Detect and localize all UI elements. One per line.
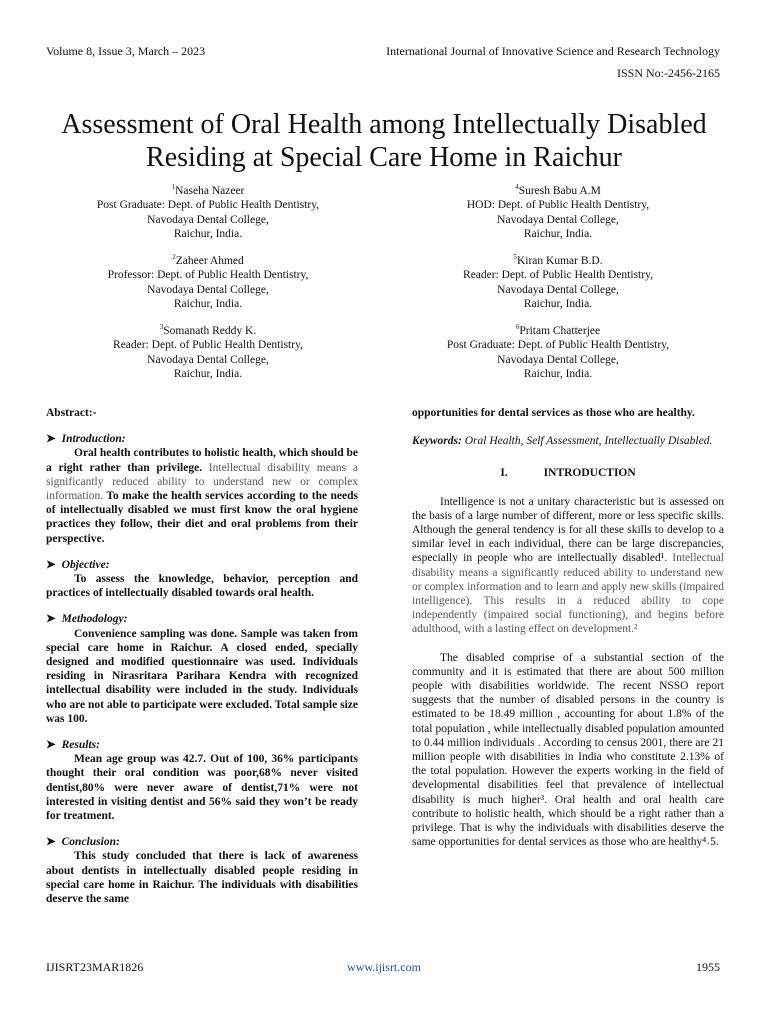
conclusion-heading: ➤ Conclusion: (46, 836, 120, 849)
author-index: 5 (513, 253, 517, 261)
volume-issue: Volume 8, Issue 3, March – 2023 (46, 44, 206, 58)
footer-paper-id: IJISRT23MAR1826 (46, 960, 144, 974)
keywords-label: Keywords: (412, 435, 462, 448)
arrow-bullet-icon: ➤ (46, 558, 56, 571)
author-place: Raichur, India. (523, 368, 593, 381)
author-role: Professor: Dept. of Public Health Dentistry, (107, 269, 309, 282)
methodology-text: Convenience sampling was done. Sample was taken from special care home in Raichur. A closed ended, specially designed and modified questionnaire was used. Individuals residing in Nirasritara Parihara Kendra with recognized intellectual disability were included in the study. Individuals who are not able to participate were excluded. Total sample size was 100. (46, 627, 358, 725)
author-role: Reader: Dept. of Public Health Dentistry, (463, 269, 653, 282)
author-college: Navodaya Dental College, (147, 353, 269, 366)
introduction-heading: ➤ Introduction: (46, 433, 126, 446)
author-index: 6 (515, 323, 520, 331)
author-index: 1 (171, 183, 176, 191)
results-text: Mean age group was 42.7. Out of 100, 36% participants thought their oral condition was poor,68% never visited dentist,80% were never aware of dentist,71% were not interested in visiting dentist and 56% said they won’t be ready for treatment. (46, 753, 358, 823)
author-college: Navodaya Dental College, (497, 213, 619, 226)
author-index: 4 (515, 183, 519, 191)
arrow-bullet-icon: ➤ (46, 613, 56, 626)
author-name: Somanath Reddy K. (163, 324, 257, 337)
arrow-bullet-icon: ➤ (46, 836, 56, 849)
author-place: Raichur, India. (523, 228, 593, 241)
author-role: Post Graduate: Dept. of Public Health Dentistry, (96, 199, 320, 212)
objective-heading: ➤ Objective: (46, 558, 110, 571)
page-number: 1955 (696, 960, 720, 974)
author-role: Post Graduate: Dept. of Public Health Dentistry, (446, 339, 670, 352)
objective-text: To assess the knowledge, behavior, perception and practices of intellectually disabled towards oral health. (46, 573, 358, 600)
author-name: Suresh Babu A.M (518, 184, 601, 197)
keywords-text: Oral Health, Self Assessment, Intellectually Disabled. (464, 435, 713, 448)
abstract-objective (46, 558, 358, 601)
author-name: Pritam Chatterjee (519, 324, 601, 337)
right-column (412, 406, 724, 849)
abstract-results (46, 738, 358, 823)
section-title: INTRODUCTION (543, 467, 636, 480)
results-heading: ➤ Results: (46, 739, 100, 752)
methodology-heading: ➤ Methodology: (46, 613, 128, 626)
author-college: Navodaya Dental College, (497, 353, 619, 366)
author-block (48, 320, 368, 382)
author-role: HOD: Dept. of Public Health Dentistry, (466, 199, 650, 212)
intro-paragraph-2: The disabled comprise of a substantial section of the community and it is estimated that there are about 500 million people with disabilities worldwide. The recent NSSO report suggests that the number of disabled persons in the country is estimated to be 18.49 million , accounting for about 1.8% of the total population , while intellectually disabled population amounted to 0.44 million individuals . According to census 2001, there are 21 million people with disabilities in India who constitute 2.13% of the total population. However the experts working in the field of developmental disabilities feel that prevalence of intellectual disability is much higher³. Oral health and oral health care contribute to holistic health, which should be a right rather than a privilege. That is why the individuals with disabilities deserve the same opportunities for dental services as those who are healthy⁴˒5. (412, 651, 724, 849)
author-college: Navodaya Dental College, (147, 213, 269, 226)
introduction-text: Oral health contributes to holistic health, which should be a right rather than privilege. Intellectual disability means a significantly reduced ability to understand new or complex information. To make the health services according to the needs of intellectually disabled we must first know the oral hygiene practices they follow, their diet and oral problems from their perspective. (46, 447, 359, 545)
author-index: 3 (159, 323, 164, 331)
section-number: I. (500, 467, 508, 480)
keywords (412, 434, 724, 448)
abstract-methodology (46, 612, 358, 726)
footer-website-link[interactable]: www.ijisrt.com (347, 960, 421, 974)
conclusion-continued: opportunities for dental services as those who are healthy. (412, 407, 695, 419)
author-college: Navodaya Dental College, (497, 283, 619, 296)
section-heading (412, 466, 724, 480)
author-name: Naseha Nazeer (175, 184, 245, 197)
author-name: Zaheer Ahmed (175, 254, 244, 267)
author-role: Reader: Dept. of Public Health Dentistry, (113, 339, 303, 352)
author-name: Kiran Kumar B.D. (516, 254, 603, 267)
author-block (48, 250, 368, 312)
abstract-introduction (46, 432, 358, 546)
author-college: Navodaya Dental College, (147, 283, 269, 296)
author-block (398, 180, 718, 242)
author-place: Raichur, India. (173, 298, 243, 311)
paper-title: Assessment of Oral Health among Intellectually Disabled Residing at Special Care Home in Raichur (61, 108, 707, 173)
author-index: 2 (172, 253, 176, 261)
abstract-conclusion (46, 835, 358, 906)
journal-name: International Journal of Innovative Science and Research Technology (386, 44, 720, 58)
abstract-label: Abstract:- (46, 407, 97, 419)
left-column (46, 406, 358, 906)
author-place: Raichur, India. (523, 298, 593, 311)
conclusion-text-visible: This study concluded that there is lack of awareness about dentists in intellectually disabled people residing in special care home in Raichur. The individuals with disabilities deserve the same (46, 850, 358, 906)
author-block (398, 250, 718, 312)
author-block (398, 320, 718, 382)
author-place: Raichur, India. (173, 228, 243, 241)
author-block (48, 180, 368, 242)
arrow-bullet-icon: ➤ (46, 739, 56, 752)
intro-paragraph-1: Intelligence is not a unitary characteristic but is assessed on the basis of a large number of different, more or less specific skills. Although the general tendency is for all these skills to develop to a similar level in each individual, there can be large discrepancies, especially in people who are intellectually disabled¹. Intellectual disability means a significantly reduced ability to understand new or complex information and to learn and apply new skills (impaired intelligence). This results in a reduced ability to cope independently (impaired social functioning), and begins before adulthood, with a lasting effect on development.² (412, 495, 724, 636)
arrow-bullet-icon: ➤ (46, 433, 56, 446)
author-place: Raichur, India. (173, 368, 243, 381)
issn: ISSN No:-2456-2165 (616, 66, 720, 80)
